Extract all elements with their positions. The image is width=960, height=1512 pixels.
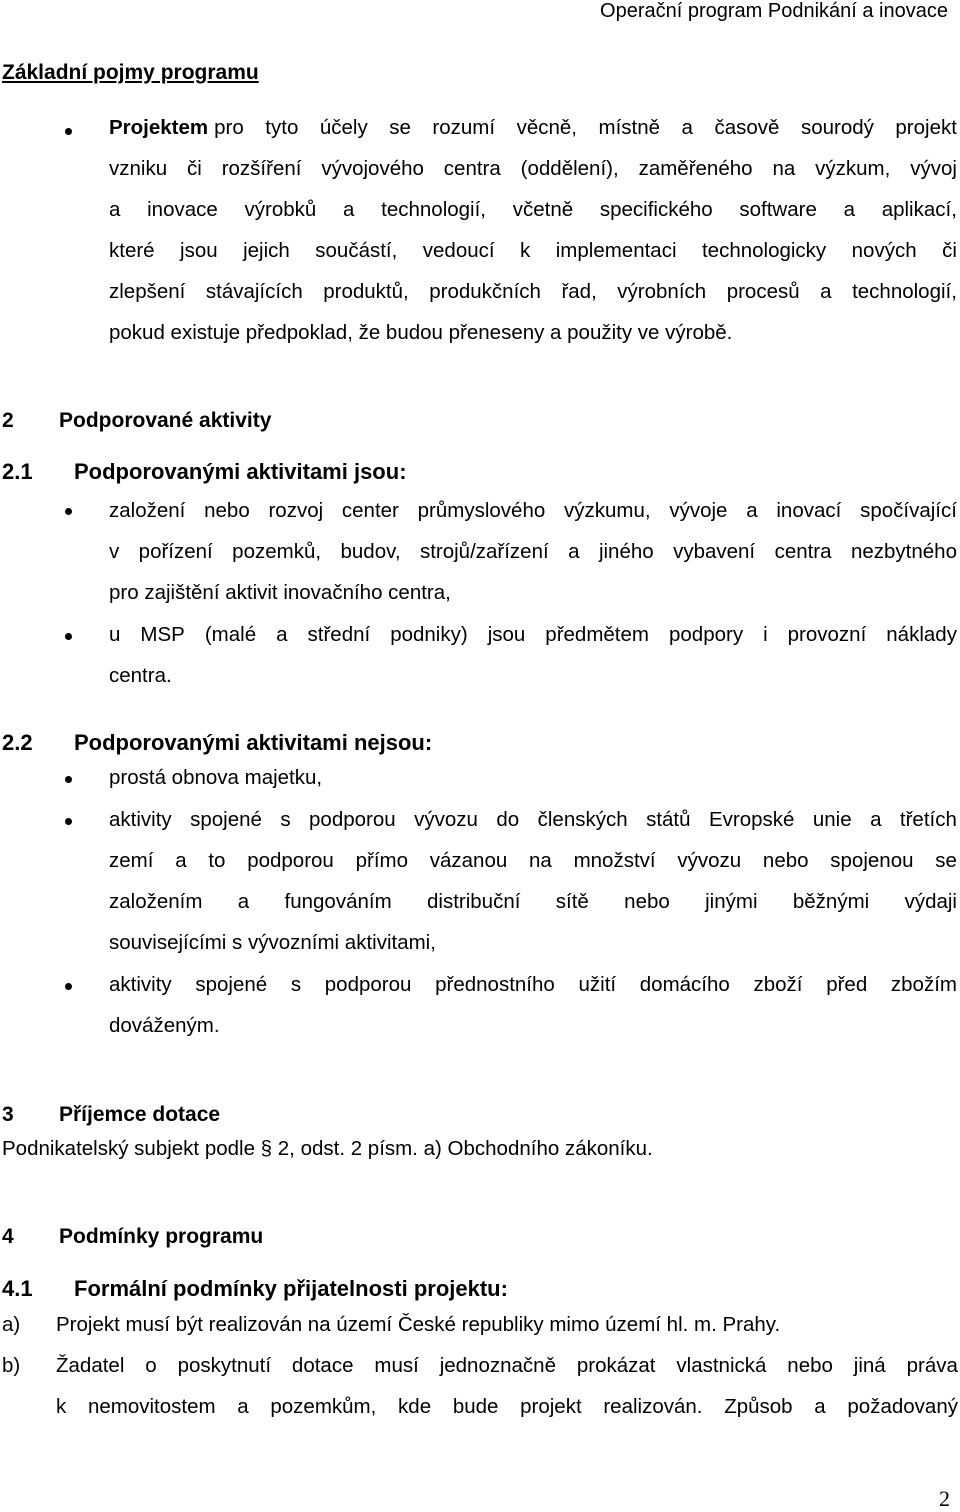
word: Žadatel [56, 1354, 125, 1377]
word: projekt [520, 1395, 582, 1418]
word: zemí [109, 849, 154, 872]
word: náklady [886, 623, 957, 646]
word: jiného [598, 540, 654, 563]
s21-item2-line2: centra. [109, 664, 172, 687]
word: součástí, [315, 239, 398, 262]
project-line-4 [109, 239, 957, 263]
word: a [843, 198, 855, 221]
word: vývojového [321, 157, 424, 180]
condition-a-label: a) [2, 1313, 21, 1336]
section-4-1-number: 4.1 [2, 1276, 33, 1301]
word: práva [906, 1354, 958, 1377]
word: místně [598, 116, 661, 139]
word: nezbytného [850, 540, 957, 563]
word: o [145, 1354, 157, 1377]
project-line-5 [109, 280, 957, 304]
s21-item1-line3: pro zajištění aktivit inovačního centra, [109, 581, 451, 604]
bullet-icon [65, 983, 72, 990]
word: množství [573, 849, 656, 872]
word: musí [374, 1354, 419, 1377]
word: účely [319, 116, 368, 139]
word: to [208, 849, 226, 872]
word: členských [537, 808, 628, 831]
word: výrobních [617, 280, 707, 303]
section-2-1-title: Podporovanými aktivitami jsou: [74, 459, 407, 484]
s21-item1-line1 [109, 499, 957, 523]
s22-item2-line1 [109, 808, 957, 832]
word: fungováním [284, 890, 392, 913]
word: zboží [753, 973, 803, 996]
word: a [681, 116, 693, 139]
word: běžnými [792, 890, 870, 913]
condition-b-line2 [56, 1395, 958, 1419]
word: (malé [204, 623, 257, 646]
word: střední [307, 623, 371, 646]
word: centra [774, 540, 832, 563]
bullet-icon [65, 508, 72, 515]
word: technologií, [852, 280, 957, 303]
word: nebo [624, 890, 670, 913]
word: aktivity [109, 973, 172, 996]
word: výdaji [904, 890, 957, 913]
word: se [935, 849, 957, 872]
project-term: Projektem [109, 116, 209, 139]
word: tyto [265, 116, 299, 139]
word: které [109, 239, 155, 262]
word: a [237, 890, 250, 913]
section-3-number: 3 [2, 1103, 14, 1126]
s22-item3-line1 [109, 973, 957, 997]
word: jiná [853, 1354, 886, 1377]
word: center [341, 499, 399, 522]
word: provozní [787, 623, 867, 646]
word: vývozu [414, 808, 478, 831]
word: na [529, 849, 552, 872]
word: a [237, 1395, 249, 1418]
word: jednoznačně [439, 1354, 556, 1377]
section-4-1-heading [2, 1276, 508, 1302]
word: zlepšení [109, 280, 186, 303]
word: a [870, 808, 882, 831]
word: či [942, 239, 957, 262]
word: založením [109, 890, 203, 913]
word: včetně [512, 198, 574, 221]
word: dotace [291, 1354, 354, 1377]
condition-b-label: b) [2, 1354, 21, 1377]
word: i [763, 623, 768, 646]
word: unie [812, 808, 852, 831]
word: předmětem [545, 623, 649, 646]
word: aktivity [109, 808, 172, 831]
section-3-title: Příjemce dotace [59, 1103, 221, 1126]
word: podporou [324, 973, 412, 996]
section-2-title: Podporované aktivity [59, 409, 272, 432]
word: inovace [147, 198, 218, 221]
word: a [175, 849, 187, 872]
bullet-icon [65, 818, 72, 825]
word: pozemkům, [270, 1395, 377, 1418]
word: výrobků [244, 198, 317, 221]
section-4-number: 4 [2, 1225, 14, 1248]
word: inovací [776, 499, 842, 522]
word: vývoj [910, 157, 957, 180]
word: vlastnická [676, 1354, 767, 1377]
word: s [280, 808, 291, 831]
word: prokázat [576, 1354, 656, 1377]
word: pozemků, [232, 540, 322, 563]
word: rozvoj [268, 499, 324, 522]
section-4-title: Podmínky programu [59, 1225, 264, 1248]
s21-item2-line1 [109, 623, 957, 647]
word: požadovaný [847, 1395, 958, 1418]
word: zbožím [890, 973, 957, 996]
word: jinými [705, 890, 758, 913]
word: technologicky [701, 239, 827, 262]
word: projekt [895, 116, 957, 139]
word: a [746, 499, 758, 522]
section-3-heading [2, 1103, 220, 1127]
section-2-1-number: 2.1 [2, 459, 33, 484]
word: spojené [190, 808, 262, 831]
word: vývozu [677, 849, 742, 872]
word: budov, [340, 540, 401, 563]
word: MSP [140, 623, 185, 646]
project-line-1-text [208, 116, 957, 140]
word: států [646, 808, 691, 831]
word: bude [452, 1395, 499, 1418]
condition-b-line1 [56, 1354, 958, 1378]
s22-item2-line2 [109, 849, 957, 873]
bullet-icon [65, 128, 72, 135]
word: podporou [309, 808, 396, 831]
word: sítě [555, 890, 589, 913]
word: a [276, 623, 288, 646]
word: strojů/zařízení [419, 540, 549, 563]
word: vzniku [109, 157, 168, 180]
word: časově [714, 116, 780, 139]
word: (oddělení), [520, 157, 619, 180]
word: produkčních [429, 280, 541, 303]
word: k [520, 239, 531, 262]
bullet-icon [65, 776, 72, 783]
section-2-2-number: 2.2 [2, 730, 33, 755]
word: podpory [668, 623, 744, 646]
word: vybavení [673, 540, 756, 563]
word: kde [398, 1395, 432, 1418]
word: domácího [639, 973, 730, 996]
word: vedoucí [422, 239, 495, 262]
project-line-2 [109, 157, 957, 181]
word: spočívající [860, 499, 957, 522]
s22-item2-line3 [109, 890, 957, 914]
section-2-1-heading [2, 459, 407, 485]
word: přednostního [435, 973, 555, 996]
section-2-heading [2, 409, 271, 433]
word: poskytnutí [177, 1354, 272, 1377]
word: věcně, [516, 116, 577, 139]
word: a [820, 280, 832, 303]
section-3-text: Podnikatelský subjekt podle § 2, odst. 2 písm. a) Obchodního zákoníku. [2, 1137, 653, 1160]
word: technologií, [381, 198, 486, 221]
page-number: 2 [939, 1486, 950, 1511]
word: sourodý [800, 116, 874, 139]
project-line-6: pokud existuje předpoklad, že budou přeneseny a použity ve výrobě. [109, 321, 733, 344]
word: výzkum, [815, 157, 891, 180]
word: stávajících [205, 280, 303, 303]
s22-item2-line4: souvisejícími s vývozními aktivitami, [109, 931, 436, 954]
word: průmyslového [417, 499, 546, 522]
word: přímo [355, 849, 408, 872]
word: nebo [204, 499, 250, 522]
word: na [772, 157, 796, 180]
word: Evropské [708, 808, 795, 831]
word: u [109, 623, 121, 646]
word: software [739, 198, 817, 221]
section-2-number: 2 [2, 409, 14, 432]
word: jsou [487, 623, 526, 646]
word: aplikací, [881, 198, 957, 221]
bullet-icon [65, 633, 72, 640]
project-line-1-inner [214, 116, 957, 140]
word: nových [851, 239, 917, 262]
word: s [290, 973, 302, 996]
word: jsou [180, 239, 218, 262]
word: vázanou [429, 849, 508, 872]
word: spojené [195, 973, 268, 996]
word: se [389, 116, 411, 139]
word: realizován. [603, 1395, 703, 1418]
word: pořízení [138, 540, 213, 563]
section-2-2-title: Podporovanými aktivitami nejsou: [74, 730, 433, 755]
word: a [814, 1395, 826, 1418]
word: pro [214, 116, 244, 139]
word: před [826, 973, 868, 996]
s22-item1-line1: prostá obnova majetku, [109, 766, 323, 789]
section-4-1-title: Formální podmínky přijatelnosti projektu: [74, 1276, 508, 1301]
word: a [343, 198, 355, 221]
basic-terms-title: Základní pojmy programu [2, 61, 259, 84]
word: a [568, 540, 580, 563]
section-2-2-heading [2, 730, 432, 756]
project-line-1 [109, 116, 957, 140]
word: produktů, [323, 280, 409, 303]
word: implementaci [555, 239, 677, 262]
word: rozšíření [221, 157, 302, 180]
word: nemovitostem [87, 1395, 216, 1418]
word: specifického [599, 198, 713, 221]
condition-a-line1: Projekt musí být realizován na území České republiky mimo území hl. m. Prahy. [56, 1313, 781, 1336]
word: jejich [243, 239, 290, 262]
word: spojenou [830, 849, 914, 872]
word: nebo [762, 849, 809, 872]
word: a [109, 198, 121, 221]
word: rozumí [432, 116, 496, 139]
word: v [109, 540, 120, 563]
word: k [56, 1395, 67, 1418]
word: třetích [899, 808, 957, 831]
word: výzkumu, [564, 499, 651, 522]
word: Způsob [724, 1395, 793, 1418]
word: vývoje [669, 499, 728, 522]
section-4-heading [2, 1225, 263, 1249]
s22-item3-line2: dováženým. [109, 1014, 220, 1037]
s21-item1-line2 [109, 540, 957, 564]
word: řad, [561, 280, 597, 303]
word: podporou [247, 849, 334, 872]
word: založení [109, 499, 186, 522]
word: do [496, 808, 520, 831]
project-line-3 [109, 198, 957, 222]
word: zaměřeného [638, 157, 753, 180]
word: nebo [787, 1354, 833, 1377]
word: podniky) [390, 623, 468, 646]
word: distribuční [427, 890, 521, 913]
running-header: Operační program Podnikání a inovace [600, 0, 948, 22]
word: centra [443, 157, 501, 180]
word: užití [578, 973, 617, 996]
word: procesů [726, 280, 800, 303]
word: či [187, 157, 202, 180]
